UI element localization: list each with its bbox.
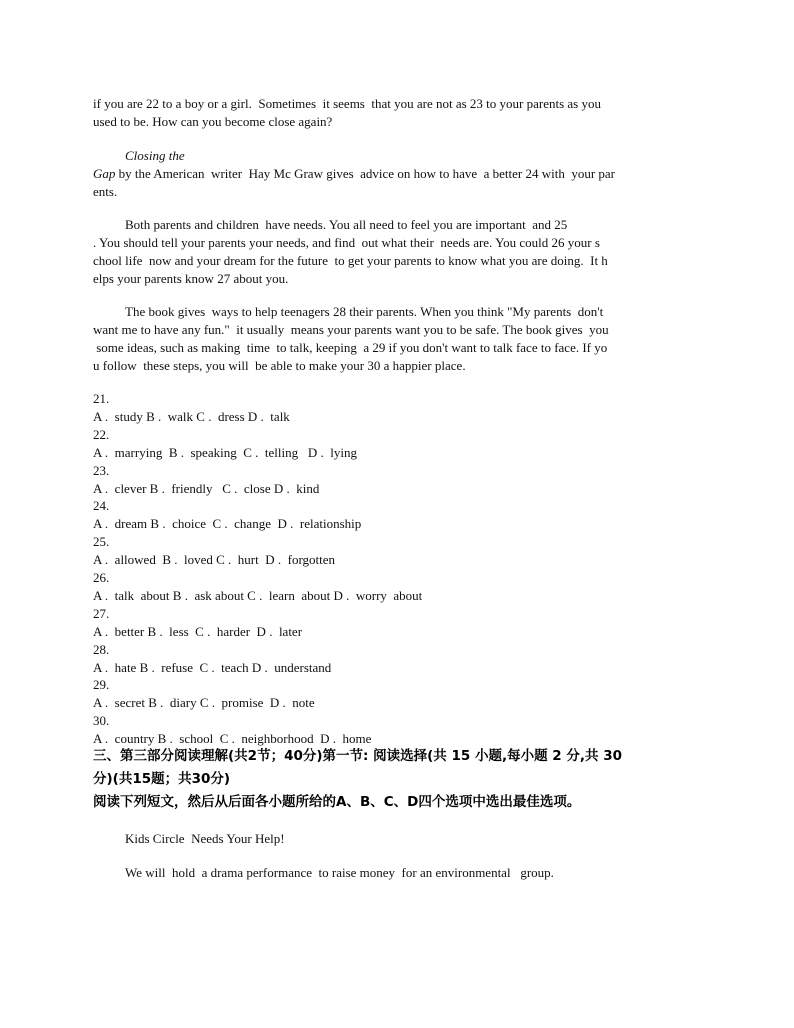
question-options: A . hate B . refuse C . teach D . understand (93, 660, 332, 675)
question-options: A . talk about B . ask about C . learn about D . worry about (93, 588, 423, 603)
section-heading: 三、第三部分阅读理解(共2节；40分)第一节: 阅读选择(共 15 小题,每小题 2 分,共 30 (93, 748, 623, 764)
question-number: 29. (93, 677, 110, 692)
passage-line: ents. (93, 184, 118, 199)
question-options: A . dream B . choice C . change D . relationship (93, 516, 362, 531)
question-options: A . secret B . diary C . promise D . note (93, 695, 315, 710)
question-number: 27. (93, 606, 110, 621)
section-instruction: 阅读下列短文，然后从后面各小题所给的A、B、C、D四个选项中选出最佳选项。 (93, 794, 581, 810)
passage-line: some ideas, such as making time to talk, keeping a 29 if you don't want to talk face to face. If yo (93, 340, 608, 355)
passage-line: if you are 22 to a boy or a girl. Sometimes it seems that you are not as 23 to your parents as you (93, 96, 601, 111)
question-options: A . study B . walk C . dress D . talk (93, 409, 290, 424)
article-title: Kids Circle Needs Your Help! (125, 831, 285, 846)
passage-line: u follow these steps, you will be able to make your 30 a happier place. (93, 358, 466, 373)
passage-line: want me to have any fun." it usually means your parents want you to be safe. The book gives you (93, 322, 609, 337)
passage-text: by the American writer Hay Mc Graw gives advice on how to have a better 24 with your par (115, 166, 616, 181)
passage-line: used to be. How can you become close again? (93, 114, 333, 129)
question-number: 23. (93, 463, 110, 478)
passage-line: Both parents and children have needs. You all need to feel you are important and 25 (125, 217, 568, 232)
passage-line: elps your parents know 27 about you. (93, 271, 289, 286)
question-options: A . allowed B . loved C . hurt D . forgotten (93, 552, 336, 567)
question-number: 28. (93, 642, 110, 657)
passage-line (93, 165, 615, 183)
question-number: 26. (93, 570, 110, 585)
question-options: A . country B . school C . neighborhood D . home (93, 731, 372, 746)
passage-line: chool life now and your dream for the future to get your parents to know what you are doing. It h (93, 253, 608, 268)
question-number: 24. (93, 498, 110, 513)
book-title-part: Closing the (125, 148, 185, 163)
passage-line: The book gives ways to help teenagers 28 their parents. When you think "My parents don't (125, 304, 604, 319)
question-number: 22. (93, 427, 110, 442)
passage-line: . You should tell your parents your needs, and find out what their needs are. You could 26 your s (93, 235, 600, 250)
question-options: A . marrying B . speaking C . telling D . lying (93, 445, 357, 460)
section-heading: 分)(共15题；共30分) (93, 771, 231, 787)
question-number: 25. (93, 534, 110, 549)
book-title-part: Gap (93, 166, 116, 181)
question-number: 21. (93, 391, 110, 406)
question-options: A . clever B . friendly C . close D . kind (93, 481, 320, 496)
question-number: 30. (93, 713, 110, 728)
article-body: We will hold a drama performance to raise money for an environmental group. (125, 865, 554, 880)
question-options: A . better B . less C . harder D . later (93, 624, 303, 639)
